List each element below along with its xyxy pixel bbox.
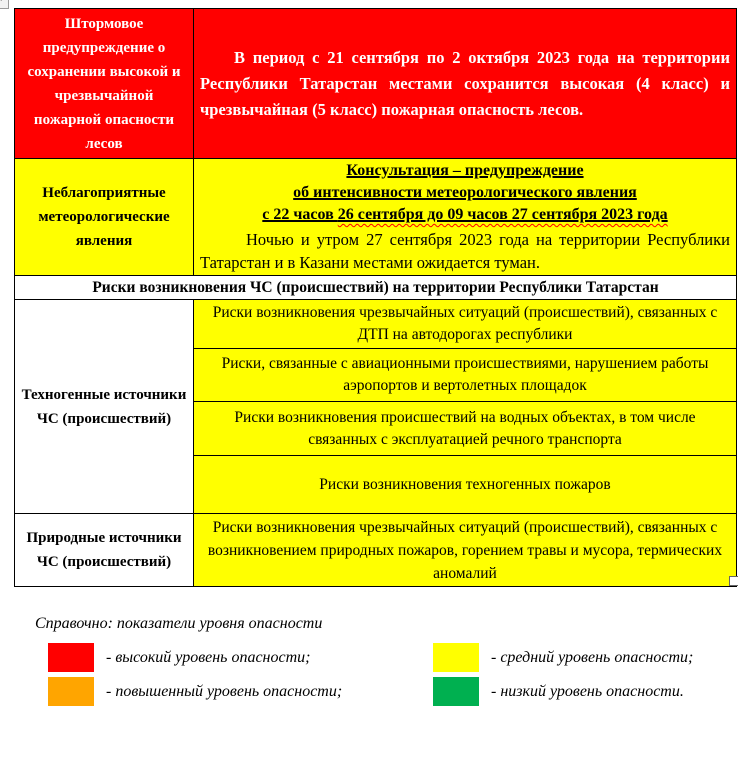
storm-warning-text-cell: В период с 21 сентября по 2 октября 2023 года на территории Республики Татарстан местами сохранится высокая (4 класс) и чрезвычайная (5 класс) пожарная опасность лесов.: [194, 9, 737, 159]
risk-row-technogenic-fires: Риски возникновения техногенных пожаров: [194, 456, 737, 514]
legend-grid: [48, 642, 715, 707]
weather-consultation-cell: [194, 159, 737, 276]
risk-row-water-objects: Риски возникновения происшествий на водных объектах, в том числе связанных с эксплуатацией речного транспорта: [194, 402, 737, 456]
table-row: [15, 514, 737, 587]
consultation-period: [200, 204, 730, 226]
legend-item-high: [48, 642, 433, 673]
legend-item-medium: [433, 642, 715, 673]
elevated-danger-swatch: [48, 677, 94, 706]
table-row: [15, 300, 737, 349]
weather-forecast-text: Ночью и утром 27 сентября 2023 года на территории Республики Татарстан и в Казани местами ожидается туман.: [200, 230, 730, 272]
table-row: [15, 276, 737, 300]
legend-title: Справочно: показатели уровня опасности: [35, 615, 323, 632]
risk-row-aviation: Риски, связанные с авиационными происшествиями, нарушением работы аэропортов и вертолетных площадок: [194, 349, 737, 402]
consultation-subtitle: об интенсивности метеорологического явления: [293, 184, 637, 201]
risk-row-natural-fires: Риски возникновения чрезвычайных ситуаций (происшествий), связанных с возникновением природных пожаров, горением травы и мусора, термических аномалий: [194, 514, 737, 587]
legend-item-label: - средний уровень опасности;: [491, 648, 694, 666]
table-row: [15, 9, 737, 159]
risk-row-road-accidents: Риски возникновения чрезвычайных ситуаций (происшествий), связанных с ДТП на автодорогах республики: [194, 300, 737, 349]
consultation-title: Консультация – предупреждение: [346, 162, 584, 179]
storm-warning-label-cell: Штормовое предупреждение о сохранении высокой и чрезвычайной пожарной опасности лесов: [15, 9, 194, 159]
consultation-period-prefix: с 22 часов: [262, 206, 338, 223]
consultation-period-dates: 26 сентября до 09 часов 27 сентября 2023 года: [337, 206, 668, 223]
technogenic-label-cell: Техногенные источники ЧС (происшествий): [15, 300, 194, 514]
danger-level-legend: [35, 614, 715, 707]
legend-item-elevated: [48, 676, 433, 707]
medium-danger-swatch: [433, 643, 479, 672]
legend-item-low: [433, 676, 715, 707]
high-danger-swatch: [48, 643, 94, 672]
table-move-handle-icon[interactable]: [0, 0, 9, 9]
risks-section-header: Риски возникновения ЧС (происшествий) на территории Республики Татарстан: [15, 276, 737, 300]
warning-table: [14, 8, 737, 587]
natural-label-cell: Природные источники ЧС (происшествий): [15, 514, 194, 587]
legend-item-label: - низкий уровень опасности.: [491, 682, 684, 700]
legend-item-label: - повышенный уровень опасности;: [106, 682, 343, 700]
legend-item-label: - высокий уровень опасности;: [106, 648, 311, 666]
table-row: [15, 159, 737, 276]
weather-label-cell: Неблагоприятные метеорологические явления: [15, 159, 194, 276]
low-danger-swatch: [433, 677, 479, 706]
table-resize-handle[interactable]: [729, 576, 738, 586]
